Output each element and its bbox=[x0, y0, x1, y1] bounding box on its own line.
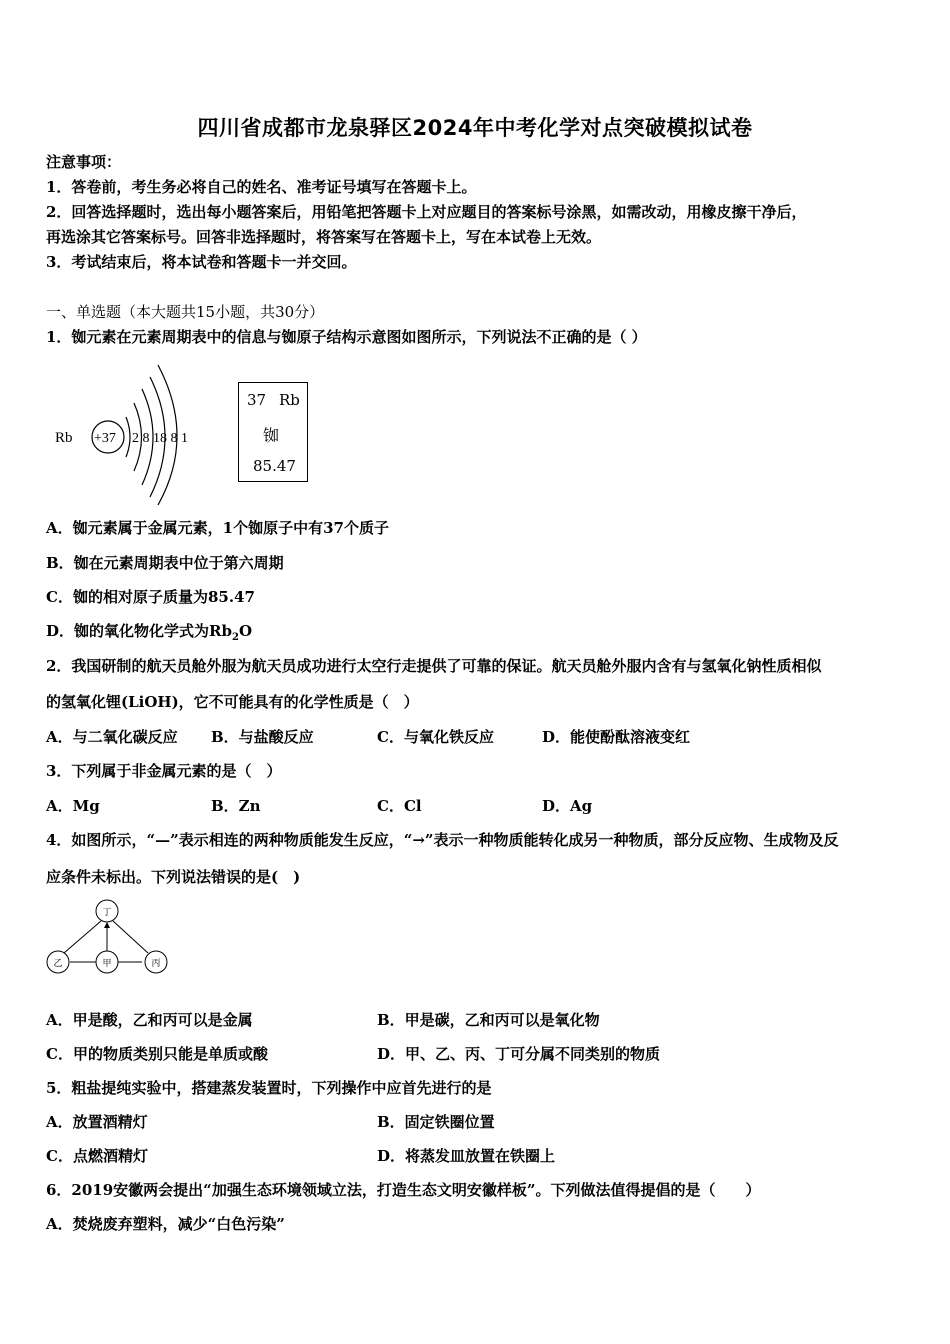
q6-option-a: A．焚烧废弃塑料，减少“白色污染” bbox=[46, 1215, 285, 1233]
q2-option-a: A．与二氧化碳反应 bbox=[46, 728, 178, 746]
q1-option-d: D．铷的氧化物化学式为$Rb_2O$ bbox=[46, 622, 253, 643]
q3-option-b: B．Zn bbox=[211, 797, 261, 815]
q4-option-a: A．甲是酸，乙和丙可以是金属 bbox=[46, 1011, 253, 1029]
q3-stem: 3．下列属于非金属元素的是（ ） bbox=[46, 762, 282, 780]
notice-item: 1．答卷前，考生务必将自己的姓名、准考证号填写在答题卡上。 bbox=[46, 178, 477, 196]
node-label: 丙 bbox=[151, 958, 161, 968]
q5-option-b: B．固定铁圈位置 bbox=[377, 1113, 495, 1131]
q2-option-b: B．与盐酸反应 bbox=[211, 728, 314, 746]
node-label: 甲 bbox=[102, 958, 112, 968]
section-heading: 一、单选题（本大题共15小题，共30分） bbox=[46, 303, 325, 321]
periodic-table-cell bbox=[238, 382, 308, 482]
notice-item: 2．回答选择题时，选出每小题答案后，用铅笔把答题卡上对应题目的答案标号涂黑，如需改动，用橡皮擦干净后， bbox=[46, 203, 807, 221]
q1-option-a: A．铷元素属于金属元素，1个铷原子中有37个质子 bbox=[46, 519, 389, 537]
notice-item: 3．考试结束后，将本试卷和答题卡一并交回。 bbox=[46, 253, 357, 271]
q2-option-d: D．能使酚酞溶液变红 bbox=[542, 728, 691, 746]
q5-option-a: A．放置酒精灯 bbox=[46, 1113, 148, 1131]
q4-stem-cont: 应条件未标出。下列说法错误的是( ) bbox=[46, 868, 301, 886]
q2-stem: 2．我国研制的航天员舱外服为航天员成功进行太空行走提供了可靠的保证。航天员舱外服内含有与氢氧化钠性质相似 bbox=[46, 657, 822, 675]
atom-symbol: Rb bbox=[55, 430, 73, 446]
q4-stem: 4．如图所示，“—”表示相连的两种物质能发生反应，“→”表示一种物质能转化成另一种物质，部分反应物、生成物及反 bbox=[46, 831, 839, 849]
node-label: 乙 bbox=[53, 958, 63, 968]
substance-relation-diagram bbox=[40, 897, 175, 979]
q5-option-c: C．点燃酒精灯 bbox=[46, 1147, 148, 1165]
element-symbol: Rb bbox=[279, 391, 300, 409]
atomic-number: 37 bbox=[247, 391, 267, 409]
q4-option-b: B．甲是碳，乙和丙可以是氧化物 bbox=[377, 1011, 600, 1029]
atomic-mass: 85.47 bbox=[253, 457, 296, 475]
q6-stem: 6．2019安徽两会提出“加强生态环境领域立法，打造生态文明安徽样板”。下列做法值得提倡的是（ ） bbox=[46, 1181, 761, 1199]
q4-option-d: D．甲、乙、丙、丁可分属不同类别的物质 bbox=[377, 1045, 661, 1063]
electron-shells: 2 8 18 8 1 bbox=[132, 431, 188, 446]
q3-option-a: A．Mg bbox=[46, 797, 100, 815]
q1-option-b: B．铷在元素周期表中位于第六周期 bbox=[46, 554, 284, 572]
q4-option-c: C．甲的物质类别只能是单质或酸 bbox=[46, 1045, 268, 1063]
rb-atom-structure-diagram bbox=[46, 355, 226, 505]
q3-option-d: D．Ag bbox=[542, 797, 593, 815]
page-title: 四川省成都市龙泉驿区2024年中考化学对点突破模拟试卷 bbox=[197, 116, 753, 140]
q2-stem-cont: 的氢氧化锂(LiOH)，它不可能具有的化学性质是（ ） bbox=[46, 693, 419, 711]
q2-option-c: C．与氧化铁反应 bbox=[377, 728, 494, 746]
q1-stem: 1．铷元素在元素周期表中的信息与铷原子结构示意图如图所示，下列说法不正确的是（ ） bbox=[46, 328, 647, 346]
nucleus-charge: +37 bbox=[94, 431, 116, 446]
q1-option-c: C．铷的相对原子质量为85.47 bbox=[46, 588, 255, 606]
notice-item: 再选涂其它答案标号。回答非选择题时，将答案写在答题卡上，写在本试卷上无效。 bbox=[46, 228, 602, 246]
notice-heading: 注意事项： bbox=[46, 153, 122, 171]
q5-stem: 5．粗盐提纯实验中，搭建蒸发装置时，下列操作中应首先进行的是 bbox=[46, 1079, 492, 1097]
node-label: 丁 bbox=[102, 907, 112, 917]
q3-option-c: C．Cl bbox=[377, 797, 422, 815]
q5-option-d: D．将蒸发皿放置在铁圈上 bbox=[377, 1147, 556, 1165]
element-name: 铷 bbox=[263, 426, 280, 445]
